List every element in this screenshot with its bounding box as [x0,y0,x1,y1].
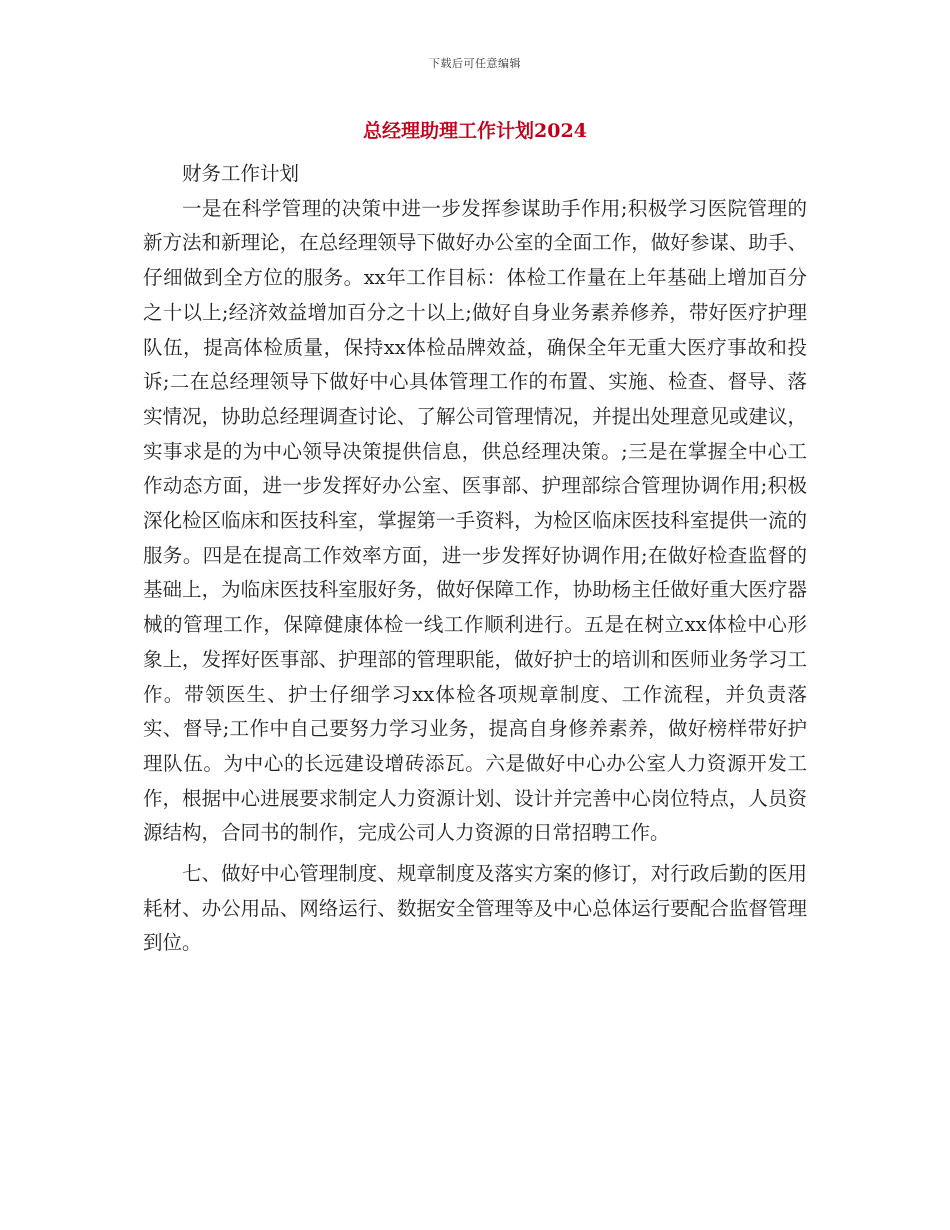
section-heading: 财务工作计划 [182,162,300,185]
page-header-note: 下载后可任意编辑 [429,57,521,70]
paragraph: 一是在科学管理的决策中进一步发挥参谋助手作用;积极学习医院管理的新方法和新理论，在总经理领导下做好办公室的全面工作，做好参谋、助手、仔细做到全方位的服务。xx年工作目标：体检工作量在上年基础上增加百分之十以上;经济效益增加百分之十以上;做好自身业务素养修养，带好医疗护理队伍，提高体检质量，保持xx体检品牌效益，确保全年无重大医疗事故和投诉;二在总经理领导下做好中心具体管理工作的布置、实施、检查、督导、落实情况，协助总经理调查讨论、了解公司管理情况，并提出处理意见或建议，实事求是的为中心领导决策提供信息，供总经理决策。;三是在掌握全中心工作动态方面，进一步发挥好办公室、医事部、护理部综合管理协调作用;积极深化检区临床和医技科室，掌握第一手资料，为检区临床医技科室提供一流的服务。四是在提高工作效率方面，进一步发挥好协调作用;在做好检查监督的基础上，为临床医技科室服好务，做好保障工作，协助杨主任做好重大医疗器械的管理工作，保障健康体检一线工作顺利进行。五是在树立xx体检中心形象上，发挥好医事部、护理部的管理职能，做好护士的培训和医师业务学习工作。带领医生、护士仔细学习xx体检各项规章制度、工作流程，并负责落实、督导;工作中自己要努力学习业务，提高自身修养素养，做好榜样带好护理队伍。为中心的长远建设增砖添瓦。六是做好中心办公室人力资源开发工作，根据中心进展要求制定人力资源计划、设计并完善中心岗位特点，人员资源结构，合同书的制作，完成公司人力资源的日常招聘工作。 [143,196,807,845]
paragraph: 七、做好中心管理制度、规章制度及落实方案的修订，对行政后勤的医用耗材、办公用品、网络运行、数据安全管理等及中心总体运行要配合监督管理到位。 [143,862,807,955]
document-title: 总经理助理工作计划2024 [363,120,587,142]
document-body [143,157,807,961]
